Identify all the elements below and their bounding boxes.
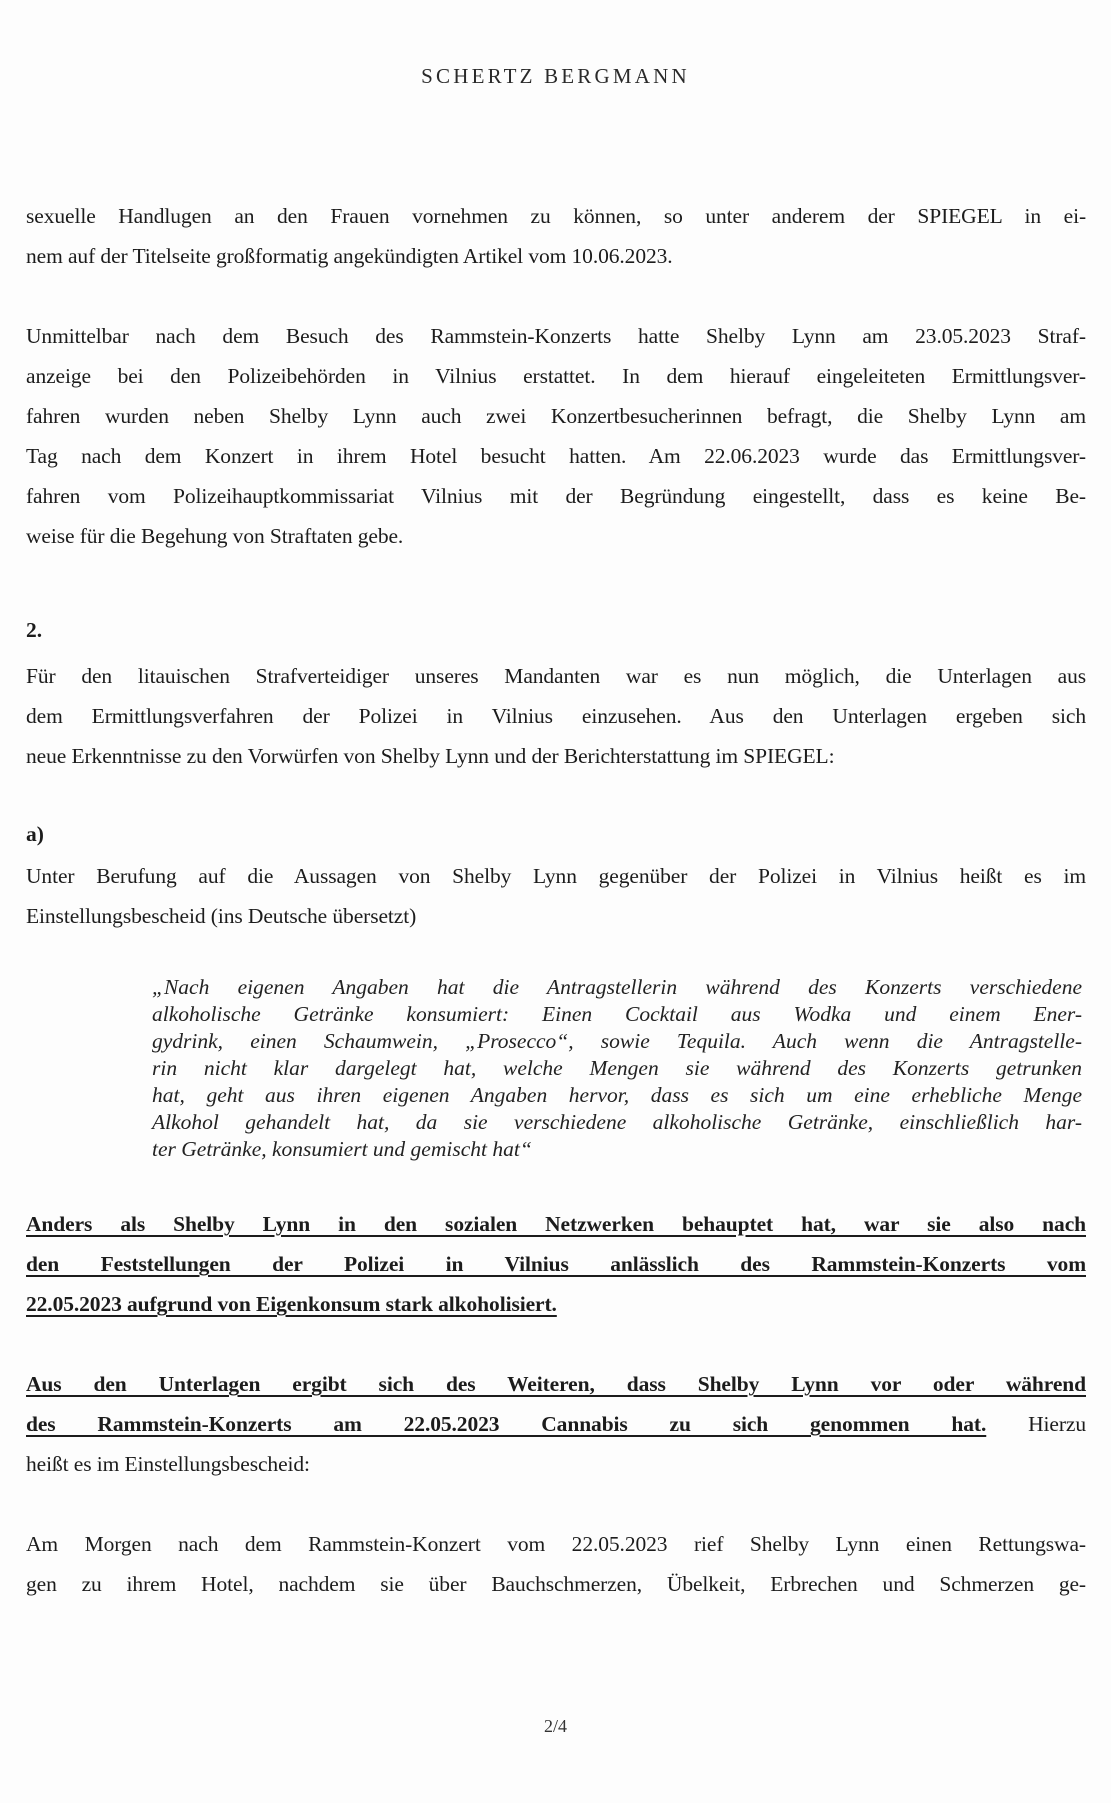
text-line: gen zu ihrem Hotel, nachdem sie über Bauchschmerzen, Übelkeit, Erbrechen und Schmerzen ge- — [26, 1572, 1086, 1596]
emphasis-cannabis — [26, 1364, 1086, 1484]
emphasized-line-wrap — [26, 1284, 1086, 1324]
text-line: fahren wurden neben Shelby Lynn auch zwei Konzertbesucherinnen befragt, die Shelby Lynn am — [26, 404, 1086, 428]
emphasis-alcohol — [26, 1204, 1086, 1324]
emphasized-line: den Feststellungen der Polizei in Vilnius anlässlich des Rammstein-Konzerts vom — [26, 1252, 1086, 1276]
mixed-line — [26, 1404, 1086, 1444]
paragraph-complaint — [26, 316, 1086, 556]
text-line: Am Morgen nach dem Rammstein-Konzert vom 22.05.2023 rief Shelby Lynn einen Rettungswa- — [26, 1532, 1086, 1556]
quote-line: gydrink, einen Schaumwein, „Prosecco“, sowie Tequila. Auch wenn die Antragstelle- — [152, 1029, 1082, 1053]
text-line: fahren vom Polizeihauptkommissariat Vilnius mit der Begründung eingestellt, dass es keine Be- — [26, 484, 1086, 508]
text-line: nem auf der Titelseite großformatig angekündigten Artikel vom 10.06.2023. — [26, 244, 673, 268]
letterhead: SCHERTZ BERGMANN — [421, 64, 690, 88]
emphasized-line: 22.05.2023 aufgrund von Eigenkonsum stark alkoholisiert. — [26, 1292, 557, 1316]
section-heading-a: a) — [26, 822, 44, 846]
quote-line: alkoholische Getränke konsumiert: Einen Cocktail aus Wodka und einem Ener- — [152, 1002, 1082, 1026]
quote-line: rin nicht klar dargelegt hat, welche Mengen sie während des Konzerts getrunken — [152, 1056, 1082, 1080]
text-line: Tag nach dem Konzert in ihrem Hotel besucht hatten. Am 22.06.2023 wurde das Ermittlungsver- — [26, 444, 1086, 468]
text-line: Unmittelbar nach dem Besuch des Rammstein-Konzerts hatte Shelby Lynn am 23.05.2023 Straf- — [26, 324, 1086, 348]
text-line: neue Erkenntnisse zu den Vorwürfen von Shelby Lynn und der Berichterstattung im SPIEGEL: — [26, 744, 835, 768]
quote-line: „Nach eigenen Angaben hat die Antragstellerin während des Konzerts verschiedene — [152, 975, 1082, 999]
section-heading-2: 2. — [26, 618, 43, 642]
text-line: Einstellungsbescheid (ins Deutsche übersetzt) — [26, 904, 417, 928]
quote-line: Alkohol gehandelt hat, da sie verschiedene alkoholische Getränke, einschließlich har- — [152, 1110, 1082, 1134]
text-line: Unter Berufung auf die Aussagen von Shelby Lynn gegenüber der Polizei in Vilnius heißt es im — [26, 864, 1086, 888]
page-number: 2/4 — [543, 1716, 567, 1736]
paragraph-section-2 — [26, 656, 1086, 776]
paragraph-section-a-intro — [26, 856, 1086, 936]
quote-line: hat, geht aus ihren eigenen Angaben hervor, dass es sich um eine erhebliche Menge — [152, 1083, 1082, 1107]
paragraph-intro — [26, 196, 1086, 276]
quote-line: ter Getränke, konsumiert und gemischt hat“ — [152, 1137, 532, 1161]
emphasized-line: Anders als Shelby Lynn in den sozialen Netzwerken behauptet hat, war sie also nach — [26, 1212, 1086, 1236]
emphasized-line: des Rammstein-Konzerts am 22.05.2023 Cannabis zu sich genommen hat. — [26, 1412, 987, 1436]
paragraph-ambulance — [26, 1524, 1086, 1604]
block-quote — [152, 974, 1082, 1163]
text-line: dem Ermittlungsverfahren der Polizei in Vilnius einzusehen. Aus den Unterlagen ergeben sich — [26, 704, 1086, 728]
emphasized-line: Aus den Unterlagen ergibt sich des Weiteren, dass Shelby Lynn vor oder während — [26, 1372, 1086, 1396]
text-line: sexuelle Handlugen an den Frauen vornehmen zu können, so unter anderem der SPIEGEL in ei- — [26, 204, 1086, 228]
text-line: heißt es im Einstellungsbescheid: — [26, 1452, 310, 1476]
text-fragment: Hierzu — [986, 1412, 1087, 1436]
text-line: anzeige bei den Polizeibehörden in Vilnius erstattet. In dem hierauf eingeleiteten Ermittlungsver- — [26, 364, 1086, 388]
text-line: Für den litauischen Strafverteidiger unseres Mandanten war es nun möglich, die Unterlagen aus — [26, 664, 1086, 688]
text-line: weise für die Begehung von Straftaten gebe. — [26, 524, 404, 548]
